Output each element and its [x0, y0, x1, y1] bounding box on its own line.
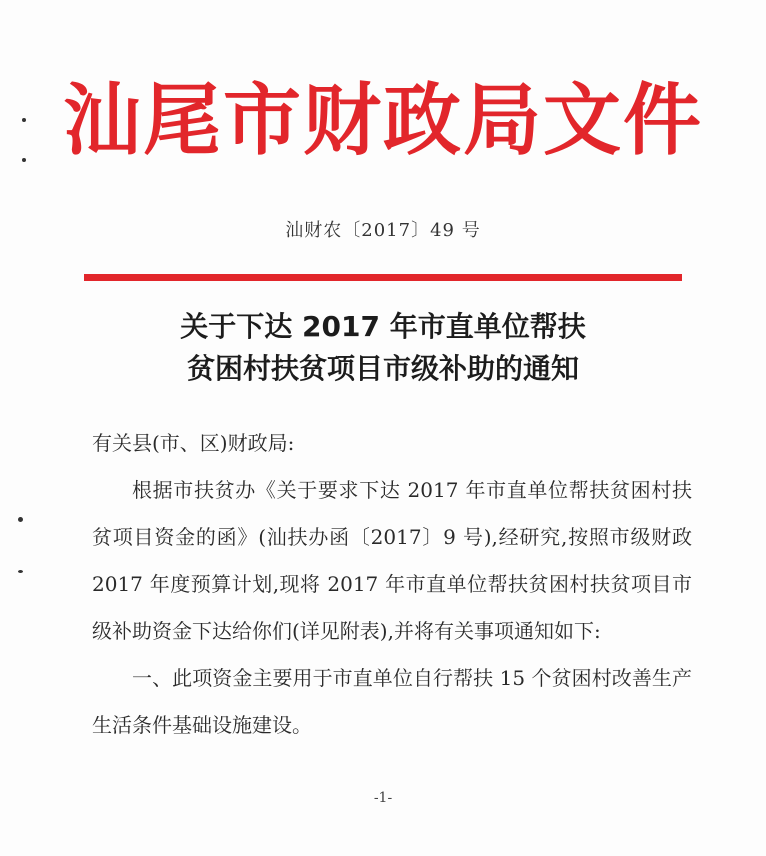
notice-title-line-1: 关于下达 2017 年市直单位帮扶 — [180, 310, 586, 343]
notice-title-line-2: 贫困村扶贫项目市级补助的通知 — [186, 352, 579, 385]
document-number: 汕财农〔2017〕49 号 — [285, 220, 481, 241]
page-number: -1- — [373, 790, 393, 806]
document-body — [92, 420, 692, 749]
red-divider-line — [84, 274, 682, 281]
body-paragraph-2: 一、此项资金主要用于市直单位自行帮扶 15 个贫困村改善生产生活条件基础设施建设。 — [92, 666, 692, 737]
scan-mark — [18, 517, 23, 522]
notice-title — [0, 306, 766, 390]
document-header-title: 汕尾市财政局文件 — [62, 76, 703, 166]
body-paragraph-1: 根据市扶贫办《关于要求下达 2017 年市直单位帮扶贫困村扶贫项目资金的函》(汕扶办函〔2017〕9 号),经研究,按照市级财政 2017 年度预算计划,现将 2017 年市直单位帮扶贫困村扶贫项目市级补助资金下达给你们(详见附表),并将有关事项通知如下: — [92, 478, 692, 643]
scan-mark — [18, 570, 23, 573]
salutation: 有关县(市、区)财政局: — [92, 431, 295, 455]
